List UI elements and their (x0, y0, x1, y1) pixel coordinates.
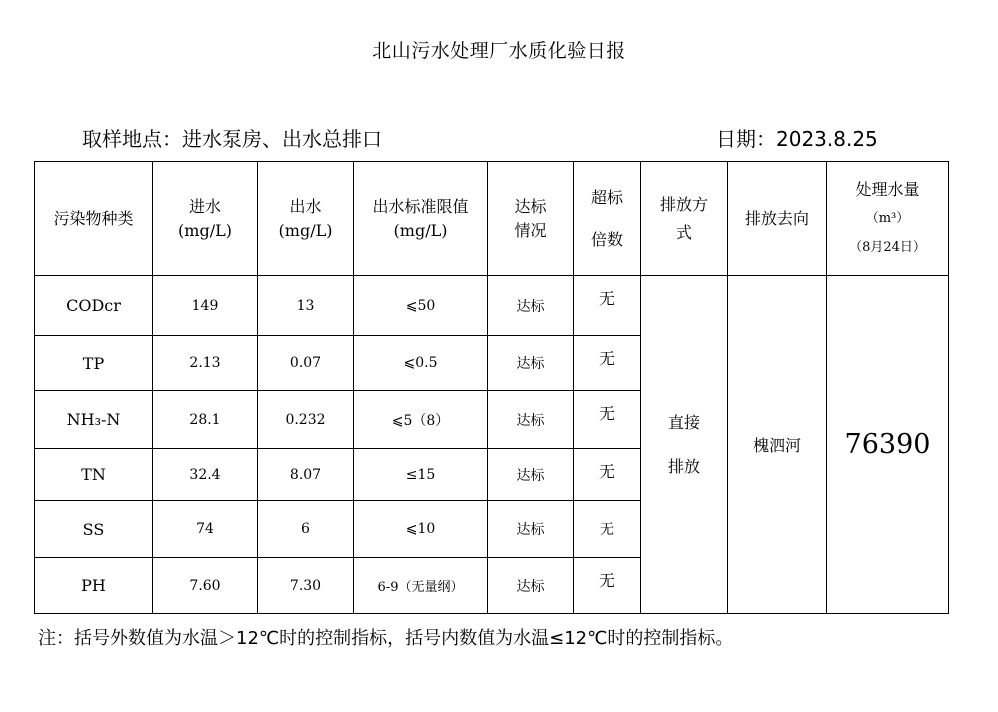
exceed-cell: 无 (574, 276, 641, 336)
influent-cell: 2.13 (153, 336, 258, 391)
header-destination: 排放去向 (728, 162, 827, 276)
influent-cell: 74 (153, 501, 258, 558)
effluent-cell: 0.07 (258, 336, 354, 391)
header-influent: 进水 (mg/L) (153, 162, 258, 276)
effluent-cell: 6 (258, 501, 354, 558)
effluent-cell: 13 (258, 276, 354, 336)
item-cell: NH₃-N (35, 391, 153, 449)
header-item: 污染物种类 (35, 162, 153, 276)
influent-cell: 7.60 (153, 558, 258, 614)
table-row (35, 276, 949, 336)
treated-volume: 76390 (827, 276, 949, 614)
discharge-destination: 槐泗河 (728, 276, 827, 614)
influent-cell: 28.1 (153, 391, 258, 449)
header-limit: 出水标准限值 (mg/L) (354, 162, 488, 276)
report-title: 北山污水处理厂水质化验日报 (372, 40, 626, 62)
status-cell: 达标 (488, 336, 574, 391)
footnote: 注：括号外数值为水温＞12℃时的控制指标，括号内数值为水温≤12℃时的控制指标。 (38, 628, 734, 649)
status-cell: 达标 (488, 449, 574, 501)
effluent-cell: 7.30 (258, 558, 354, 614)
header-exceed: 超标 倍数 (574, 162, 641, 276)
header-row (35, 162, 949, 276)
exceed-cell: 无 (574, 501, 641, 558)
limit-cell: ⩽50 (354, 276, 488, 336)
report-date: 日期：2023.8.25 (716, 127, 878, 151)
header-method: 排放方 式 (641, 162, 728, 276)
limit-cell: ≤15 (354, 449, 488, 501)
limit-cell: ⩽10 (354, 501, 488, 558)
limit-cell: ⩽5（8） (354, 391, 488, 449)
item-cell: TN (35, 449, 153, 501)
limit-cell: 6-9（无量纲） (354, 558, 488, 614)
effluent-cell: 8.07 (258, 449, 354, 501)
header-status: 达标 情况 (488, 162, 574, 276)
header-effluent: 出水 (mg/L) (258, 162, 354, 276)
status-cell: 达标 (488, 391, 574, 449)
water-quality-table (34, 161, 949, 614)
exceed-cell: 无 (574, 391, 641, 449)
status-cell: 达标 (488, 276, 574, 336)
influent-cell: 149 (153, 276, 258, 336)
item-cell: TP (35, 336, 153, 391)
effluent-cell: 0.232 (258, 391, 354, 449)
influent-cell: 32.4 (153, 449, 258, 501)
exceed-cell: 无 (574, 449, 641, 501)
header-volume: 处理水量 （m³） （8月24日） (827, 162, 949, 276)
item-cell: SS (35, 501, 153, 558)
exceed-cell: 无 (574, 336, 641, 391)
status-cell: 达标 (488, 558, 574, 614)
sample-location: 取样地点：进水泵房、出水总排口 (82, 127, 382, 151)
limit-cell: ⩽0.5 (354, 336, 488, 391)
status-cell: 达标 (488, 501, 574, 558)
item-cell: CODcr (35, 276, 153, 336)
exceed-cell: 无 (574, 558, 641, 614)
discharge-method: 直接 排放 (641, 276, 728, 614)
item-cell: PH (35, 558, 153, 614)
